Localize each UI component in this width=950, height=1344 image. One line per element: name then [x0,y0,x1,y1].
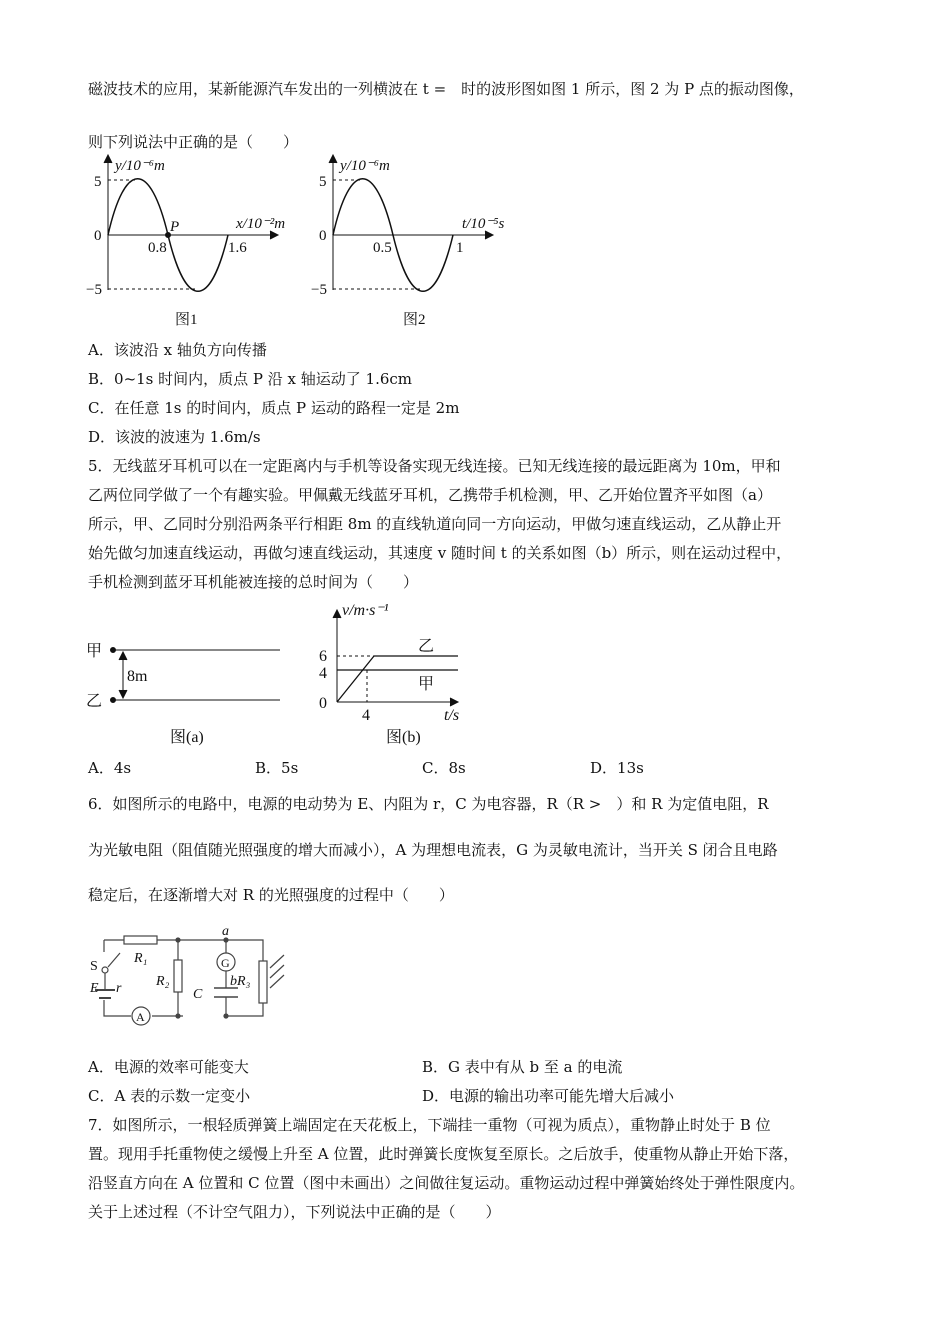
q6-line2: 为光敏电阻（阻值随光照强度的增大而减小），A 为理想电流表，G 为灵敏电流计，当开关 S 闭合且电路 [88,841,778,859]
figb-origin: 0 [319,695,327,712]
q6-line3: 稳定后，在逐渐增大对 R 的光照强度的过程中（ ） [88,886,454,904]
label-e: E [90,981,99,996]
figure-2-vibration [305,150,520,335]
fig1-origin: 0 [94,228,102,244]
q4-option-b: B．0~1s 时间内，质点 P 沿 x 轴运动了 1.6cm [88,370,413,388]
fig2-origin: 0 [319,228,327,244]
q5-line1: 5．无线蓝牙耳机可以在一定距离内与手机等设备实现无线连接。已知无线连接的最远距离为 10m，甲和 [88,457,781,475]
q4-line1: 磁波技术的应用，某新能源汽车发出的一列横波在 t = 时的波形图如图 1 所示，图 2 为 P 点的振动图像， [88,80,804,98]
label-r1: R₁ [134,951,148,966]
q7-line1: 7．如图所示，一根轻质弹簧上端固定在天花板上，下端挂一重物（可视为质点），重物静止时处于 B 位 [88,1116,771,1134]
fig2-x1: 0.5 [373,240,392,256]
q5-line2: 乙两位同学做了一个有趣实验。甲佩戴无线蓝牙耳机，乙携带手机检测，甲、乙开始位置齐平如图（a） [88,486,772,504]
fig2-caption: 图2 [403,312,426,328]
q5-option-d: D．13s [590,759,644,777]
galvanometer-g: G [221,956,230,970]
figb-v6: 6 [319,648,327,665]
fig1-x1: 0.8 [148,240,167,256]
label-r2: R₂ [156,974,170,989]
q6-option-d: D．电源的输出功率可能先增大后减小 [422,1087,675,1105]
label-r3: R₃ [237,974,251,989]
q5-line3: 所示，甲、乙同时分别沿两条平行相距 8m 的直线轨道向同一方向运动，甲做匀速直线运动，乙从静止开 [88,515,782,533]
q5-option-c: C．8s [422,759,466,777]
q4-line2: 则下列说法中正确的是（ ） [88,133,299,151]
q6-line1: 6．如图所示的电路中，电源的电动势为 E、内阻为 r，C 为电容器，R（R > ）和 R 为定值电阻，R [88,795,769,813]
q6-option-a: A．电源的效率可能变大 [88,1058,249,1076]
figure-a-tracks [80,630,290,750]
label-s: S [90,959,98,974]
fig1-point-p: P [170,219,180,235]
label-a: a [222,924,229,939]
q5-option-a: A．4s [88,759,132,777]
circuit-diagram [85,920,285,1030]
label-c: C [193,987,203,1002]
fig1-ylabel: y/10⁻⁶m [115,158,165,174]
figa-jia: 甲 [86,643,103,660]
q5-option-b: B．5s [255,759,299,777]
figa-distance: 8m [127,668,148,685]
figb-t4: 4 [362,707,370,724]
q6-option-c: C．A 表的示数一定变小 [88,1087,251,1105]
figb-ylabel: v/m·s⁻¹ [342,602,389,619]
fig2-xlabel: t/10⁻⁵s [462,216,505,232]
fig2-ymax: 5 [319,174,327,190]
q5-line4: 始先做匀加速直线运动，再做匀速直线运动，其速度 v 随时间 t 的关系如图（b）所示，则在运动过程中， [88,544,792,562]
figb-caption: 图(b) [386,729,421,746]
q4-option-d: D．该波的波速为 1.6m/s [88,428,261,446]
figb-v4: 4 [319,665,327,682]
q5-line5: 手机检测到蓝牙耳机能被连接的总时间为（ ） [88,573,419,591]
q4-option-a: A．该波沿 x 轴负方向传播 [88,341,267,359]
fig1-ymin: −5 [86,282,102,298]
q7-line2: 置。现用手托重物使之缓慢上升至 A 位置，此时弹簧长度恢复至原长。之后放手，使重物从静止开始下落， [88,1145,799,1163]
figb-jia: 甲 [418,676,435,693]
q6-option-b: B．G 表中有从 b 至 a 的电流 [422,1058,623,1076]
q4-option-c: C．在任意 1s 的时间内，质点 P 运动的路程一定是 2m [88,399,460,417]
fig1-caption: 图1 [175,312,198,328]
fig1-x2: 1.6 [228,240,247,256]
figure-b-vt-graph [310,598,480,750]
q7-line4: 关于上述过程（不计空气阻力），下列说法中正确的是（ ） [88,1203,501,1221]
figa-caption: 图(a) [170,729,204,746]
figure-1-wave [80,150,310,335]
figb-xlabel: t/s [444,707,460,724]
ammeter-a: A [136,1010,145,1024]
fig1-xlabel: x/10⁻²m [236,216,286,232]
fig2-ylabel: y/10⁻⁶m [340,158,390,174]
label-r: r [116,981,122,996]
q7-line3: 沿竖直方向在 A 位置和 C 位置（图中未画出）之间做往复运动。重物运动过程中弹簧始终处于弹性限度内。 [88,1174,805,1192]
figb-yi: 乙 [418,638,435,655]
fig2-x2: 1 [456,240,464,256]
figa-yi: 乙 [86,693,103,710]
label-b: b [230,974,237,989]
fig2-ymin: −5 [311,282,327,298]
fig1-ymax: 5 [94,174,102,190]
